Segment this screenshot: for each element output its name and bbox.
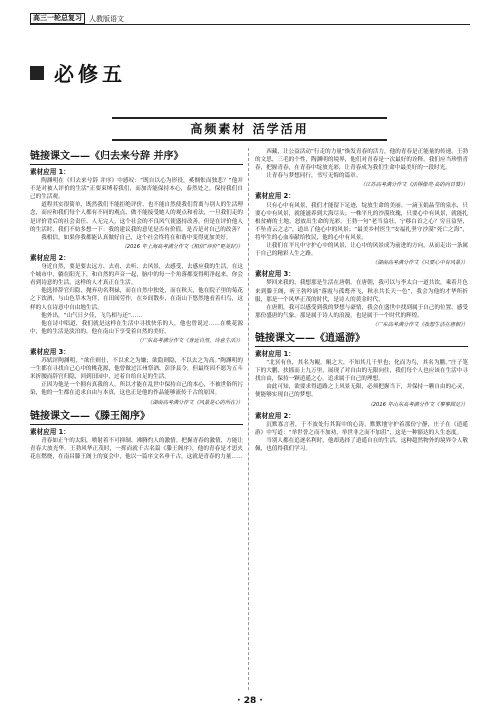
paragraph: 青春如正午的太阳，喷射着不可抑制、沸腾灼人的激情。把握青春的激情，方能让青春大放光华。王勃风华正茂时，一挥而就千古名篇《滕王阁序》，他的青春是才思火花在燃烧，在南昌滕王阁上的宴会中，他以一篇序文名垂千古，这就是青春的力量…… xyxy=(30,437,243,460)
source-citation: （广东高考满分作文《我想生活在唐朝》） xyxy=(372,321,468,328)
paragraph: 西藏，让公益活动“行走的力量”焕发青春的活力，他的青春是正能量的传递。王勃的文思，三毛的个性，陶渊明的境界，他们对青春是一次最好的诠释。我们应当珍惜青春，把握青春，在青春中绽放光彩，让青春成为我们生命中最美好的一段时光。 xyxy=(255,149,468,172)
paragraph: 让青春与梦想同行，书写无悔的篇章。 xyxy=(266,173,362,180)
source-citation: （江苏高考满分作文《活得像壳·高的向日葵》） xyxy=(360,182,468,189)
material-heading: 素材应用 1： xyxy=(30,168,70,176)
paragraph: 他在诗中唱道，我们就是这样在生活中寻找快乐的人，他也曾说过……在桃花源中，他的生活是淡泊的，他在南山下享受着自然的美好。 xyxy=(30,320,243,335)
paragraph: 梦回来我的，我想那是生活在唐朝。在唐朝，我可以与李太白一道共饮，乘着月色来到滕王阁，听王勃吟诵“落霞与孤鹜齐飞，秋水共长天一色”，我会为他的才华所折服，那是一个风华正茂的时代，是诗人的黄金时代。 xyxy=(255,280,468,303)
material-heading: 素材应用 2： xyxy=(255,192,295,201)
page-number: · 28 · xyxy=(237,696,263,706)
paragraph: 他选择辞官归隐，抛弃功名利禄，而在自然中独处，而在秋天，他在院子里的菊花之下饮酒，与山色草木为伴，在田间劳作，在乡间散步，在南山下悠然地看着归鸟，这样的人在诗意中自由地生活。 xyxy=(30,288,243,311)
subject-label: 人教版语文 xyxy=(89,15,124,23)
paragraph: 苏轼评陶渊明，“欲仕则仕，不以求之为嫌；欲隐则隐，不以去之为高。”陶渊明的一生都在寻找自己心中的桃花源，他曾做过江州祭酒、彭泽县令，但最终因不愿为五斗米折腰而辞官归隐，回到田园中，过着自给自足的生活。 xyxy=(30,358,243,381)
source-citation: （2016 年上海高考满分作文《相信“评价”更美好》） xyxy=(121,243,243,250)
source-citation: （2016 年山东高考满分作文《事事圆足》） xyxy=(367,401,468,408)
source-citation: （广东高考满分作文《身近自然，诗意生活》） xyxy=(136,337,243,344)
paragraph: 身近自然，要是要去远方、去看、去听、去风景，去感受，去感应我的生活，在这个城市中，躺在阳光下，和自然的声音一起，脑中的每一个角落都变得明净起来，你会看到诗意的生活，这样的人才真正在生活。 xyxy=(30,264,243,287)
banner-title: 高频素材 活学活用 xyxy=(112,117,387,141)
material-heading: 素材应用 2： xyxy=(30,253,70,262)
material-heading: 素材应用 2： xyxy=(255,411,295,420)
topic-heading: 链接课文——《滕王阁序》 xyxy=(30,410,243,425)
material-heading: 素材应用 3： xyxy=(255,270,295,279)
page-header xyxy=(30,10,470,25)
section-title: 必修五 xyxy=(54,62,126,86)
topic-heading: 链接课文——《逍遥游》 xyxy=(255,332,468,347)
paragraph: “北冥有鱼，其名为鲲。鲲之大，不知其几千里也；化而为鸟，其名为鹏。”庄子笔下的大鹏，扶摇而上九万里，展现了对自由的无限向往，我们每个人也应该在生活中寻找自由，保持一颗逍遥之心，追求属于自己的理想。 xyxy=(255,360,468,383)
paragraph: 在唐朝，我可以感受到我的梦想与豪情，我会在盛世中找到属于自己的位置，感受那份盛唐的气象，那是属于诗人的浪漫，也是属于一个时代的辉煌。 xyxy=(255,304,468,319)
material-heading: 素材应用 3： xyxy=(30,347,70,356)
paragraph: 让我们在平凡中守护心中的风景，让心中的风景成为前进的方向，从而走出一条属于自己的精彩人生之路。 xyxy=(255,243,468,258)
source-citation: （湖南高考满分作文《风景是心的所在》） xyxy=(147,399,243,406)
section-marker-icon xyxy=(30,66,44,80)
paragraph: 只有心中有风景，我们才能留下足迹，绽放生命的美丽。一滴玉娟晶莹的泉水，只要心中有风景，就能滋养到大海尽头；一株平凡的沙漠玫瑰，只要心中有风景，就能扎根贫瘠的土地，怒放出生命的光彩。王勃一句“老当益壮，宁移白首之心？穷且益坚，不坠青云之志”，道出了他心中的风景；“最美乡村医生”安福扎坚守沙漠“死亡之海”，将毕生的心血奉献给牧民，他的心中有风景。 xyxy=(255,202,468,241)
paragraph: 我相信，如果你我都能认真做好自己，这个社会终将在和谐中变得更加美好。 xyxy=(41,234,232,241)
topic-heading: 链接课文——《归去来兮辞 并序》 xyxy=(30,150,243,165)
left-column xyxy=(30,148,243,690)
paragraph: 沉默寡言者，于不波处行其海中的心涛，默默地守护着那份宁静，庄子在《逍遥游》中写道：“举世誉之而不加劝，举世非之而不加沮”，这是一种豁达的人生态度。 xyxy=(255,421,468,436)
material-heading: 素材应用 1： xyxy=(30,427,70,436)
book-series-label: 高三一轮总复习 xyxy=(30,13,85,24)
right-column xyxy=(255,148,468,690)
paragraph: 陶渊明在《归去来兮辞 并序》中感叹：“既自以心为形役，奚惆怅而独悲？”他并不是对被人评价的生活“正要束缚着我们，而加否能保持本心，泰然处之，保持我们自己的生活观。 xyxy=(30,178,243,201)
paragraph: 道程其实很简单，既然我们不能拒绝评价，也不能自然使我们背离与别人的生活理念，而应和我们每个人都有不同的观点、做不能接受她人的观点和看法，一旦我们走的是评价背后的社会责任、人无完人，这个社会的不良风气使盛持改善，但是在评价他人的生活时，我们不妨多想一下：我的建议我的意见是否有价值，是否是对自己的改善？ xyxy=(30,202,243,233)
paragraph: 当别人都在追逐名利时，他却选择了逍遥自在的生活，这种超然物外的境界令人敬佩，也值得我们学习。 xyxy=(255,437,468,452)
source-citation: （湖南高考满分作文《只要心中有风景》） xyxy=(372,260,468,267)
paragraph: 他外出，“山气日夕佳，飞鸟相与还”…… xyxy=(41,312,143,319)
column-divider xyxy=(248,148,249,690)
material-heading: 素材应用 1： xyxy=(255,349,295,358)
paragraph: 由此可知，欲要求得道路之上风景无限，必须把握当下，并保持一颗自由的心灵，便能够实现自己的梦想。 xyxy=(255,384,468,399)
paragraph: 正因为他是一个拥有真我的人，所以才能在乱世中保持自己的本心，不被世俗所污染，他的一生都在追求自由与本真，这也正是他的作品能够流传千古的原因。 xyxy=(30,382,243,397)
section-heading xyxy=(30,58,126,87)
